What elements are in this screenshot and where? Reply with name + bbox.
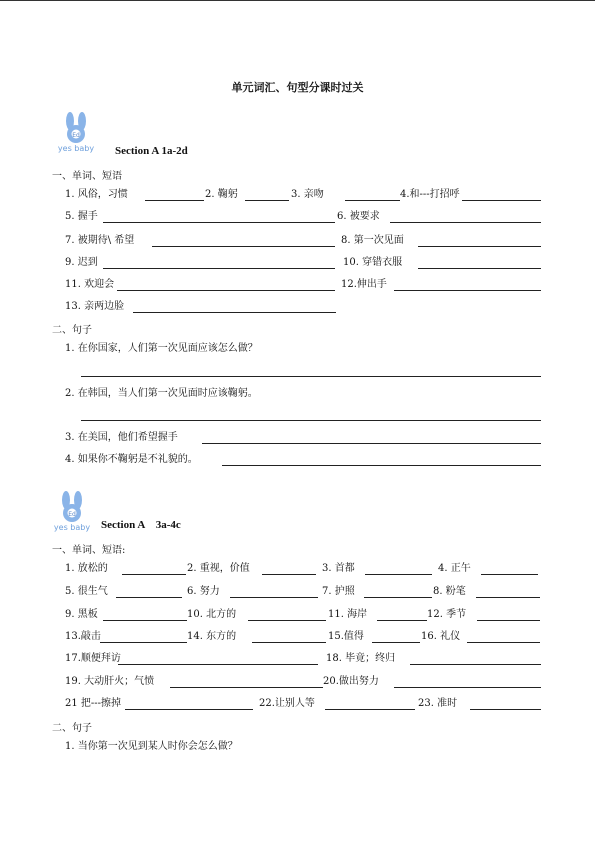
vocab-row	[0, 585, 595, 599]
answer-blank[interactable]	[325, 709, 415, 710]
answer-blank[interactable]	[476, 597, 540, 598]
vocab-item: 13. 亲两边脸	[65, 301, 125, 312]
sentence-row	[0, 431, 595, 445]
answer-blank[interactable]	[103, 268, 335, 269]
vocab-row	[0, 256, 595, 270]
svg-text:yes baby: yes baby	[57, 144, 95, 153]
vocab-item: 4.和---打招呼	[400, 189, 460, 200]
vocab-item: 16. 礼仪	[421, 631, 461, 642]
answer-blank[interactable]	[467, 642, 540, 643]
section-2-title: Section A 3a-4c	[101, 519, 181, 531]
answer-blank[interactable]	[481, 574, 538, 575]
vocab-row	[0, 210, 595, 224]
vocab-row	[0, 300, 595, 314]
vocab-item: 21 把---擦掉	[65, 698, 122, 709]
vocab-row	[0, 697, 595, 711]
vocab-item: 6. 被要求	[337, 211, 380, 222]
vocab-row	[0, 278, 595, 292]
rabbit-logo-icon	[46, 491, 98, 533]
sentence-item: 1. 在你国家，人们第一次见面应该怎么做？	[65, 343, 258, 354]
vocab-item: 3. 首都	[322, 563, 355, 574]
answer-blank[interactable]	[418, 268, 541, 269]
answer-blank[interactable]	[145, 200, 204, 201]
vocab-item: 10. 穿错衣服	[343, 257, 403, 268]
vocab-item: 19. 大动肝火；气愤	[65, 676, 155, 687]
answer-blank[interactable]	[477, 620, 540, 621]
vocab-item: 4. 正午	[438, 563, 471, 574]
answer-blank[interactable]	[365, 574, 432, 575]
vocab-item: 8. 粉笔	[433, 586, 466, 597]
answer-blank[interactable]	[377, 620, 427, 621]
section-1-vocab-heading: 一、单词、短语	[52, 171, 122, 182]
vocab-item: 20.做出努力	[323, 676, 379, 687]
vocab-item: 12. 季节	[427, 609, 467, 620]
vocab-item: 5. 握手	[65, 211, 98, 222]
svg-text:Ed: Ed	[68, 511, 76, 518]
vocab-row	[0, 608, 595, 622]
answer-blank[interactable]	[394, 290, 541, 291]
answer-blank[interactable]	[133, 312, 336, 313]
vocab-item: 1. 放松的	[65, 563, 108, 574]
logo-image	[50, 112, 102, 154]
vocab-item: 12.伸出手	[341, 279, 387, 290]
vocab-item: 3. 亲吻	[291, 189, 324, 200]
answer-blank[interactable]	[262, 574, 316, 575]
vocab-item: 9. 黑板	[65, 609, 98, 620]
vocab-row	[0, 652, 595, 666]
answer-blank[interactable]	[100, 642, 187, 643]
vocab-item: 2. 重视，价值	[187, 563, 250, 574]
vocab-item: 11. 海岸	[328, 609, 368, 620]
vocab-item: 22.让别人等	[259, 698, 315, 709]
answer-blank[interactable]	[103, 222, 335, 223]
vocab-row	[0, 188, 595, 202]
section-2-vocab-heading: 一、单词、短语:	[52, 545, 126, 556]
answer-blank[interactable]	[418, 246, 541, 247]
sentence-item: 2. 在韩国，当人们第一次见面时应该鞠躬。	[65, 388, 258, 399]
answer-blank[interactable]	[345, 200, 400, 201]
answer-line[interactable]	[81, 376, 541, 377]
vocab-row	[0, 675, 595, 689]
vocab-item: 8. 第一次见面	[341, 235, 404, 246]
answer-blank[interactable]	[117, 290, 335, 291]
vocab-item: 10. 北方的	[187, 609, 237, 620]
section-1-title: Section A 1a-2d	[115, 145, 188, 157]
answer-blank[interactable]	[390, 222, 541, 223]
vocab-item: 14. 东方的	[187, 631, 237, 642]
vocab-item: 9. 迟到	[65, 257, 98, 268]
answer-blank[interactable]	[394, 687, 541, 688]
answer-blank[interactable]	[372, 642, 420, 643]
section-2-sentence-heading: 二、句子	[52, 723, 92, 734]
top-border	[0, 0, 595, 1]
answer-blank[interactable]	[230, 597, 318, 598]
svg-text:Ed: Ed	[72, 132, 80, 139]
vocab-row	[0, 630, 595, 644]
vocab-item: 7. 护照	[322, 586, 355, 597]
vocab-item: 15.值得	[328, 631, 364, 642]
vocab-item: 17.顺便拜访	[65, 653, 121, 664]
answer-blank[interactable]	[116, 597, 182, 598]
vocab-item: 23. 准时	[418, 698, 458, 709]
svg-text:yes baby: yes baby	[53, 523, 91, 532]
vocab-row	[0, 234, 595, 248]
logo-image	[46, 491, 98, 533]
answer-blank[interactable]	[252, 642, 326, 643]
vocab-row	[0, 562, 595, 576]
vocab-item: 2. 鞠躬	[205, 189, 238, 200]
vocab-item: 11. 欢迎会	[65, 279, 115, 290]
answer-blank[interactable]	[410, 664, 541, 665]
answer-blank[interactable]	[248, 620, 326, 621]
answer-blank[interactable]	[245, 200, 289, 201]
sentence-item: 1. 当你第一次见到某人时你会怎么做？	[65, 741, 238, 752]
vocab-item: 1. 风俗，习惯	[65, 189, 128, 200]
vocab-item: 5. 很生气	[65, 586, 108, 597]
answer-blank[interactable]	[170, 687, 323, 688]
answer-blank[interactable]	[152, 246, 335, 247]
vocab-item: 6. 努力	[187, 586, 220, 597]
answer-blank[interactable]	[118, 664, 318, 665]
answer-blank[interactable]	[125, 709, 253, 710]
answer-blank[interactable]	[462, 200, 541, 201]
answer-blank[interactable]	[103, 620, 187, 621]
sentence-row	[0, 453, 595, 467]
answer-line[interactable]	[81, 420, 541, 421]
answer-blank[interactable]	[122, 574, 186, 575]
answer-blank[interactable]	[364, 597, 432, 598]
vocab-item: 18. 毕竟；终归	[326, 653, 396, 664]
section-1-sentence-heading: 二、句子	[52, 325, 92, 336]
rabbit-logo-icon	[50, 112, 102, 154]
answer-blank[interactable]	[202, 443, 541, 444]
sentence-item: 3. 在美国，他们希望握手	[65, 432, 178, 443]
page-title: 单元词汇、句型分课时过关	[231, 81, 364, 94]
vocab-item: 13.敲击	[65, 631, 101, 642]
answer-blank[interactable]	[470, 709, 541, 710]
vocab-item: 7. 被期待\ 希望	[65, 235, 135, 246]
sentence-item: 4. 如果你不鞠躬是不礼貌的。	[65, 454, 198, 465]
answer-blank[interactable]	[222, 465, 541, 466]
